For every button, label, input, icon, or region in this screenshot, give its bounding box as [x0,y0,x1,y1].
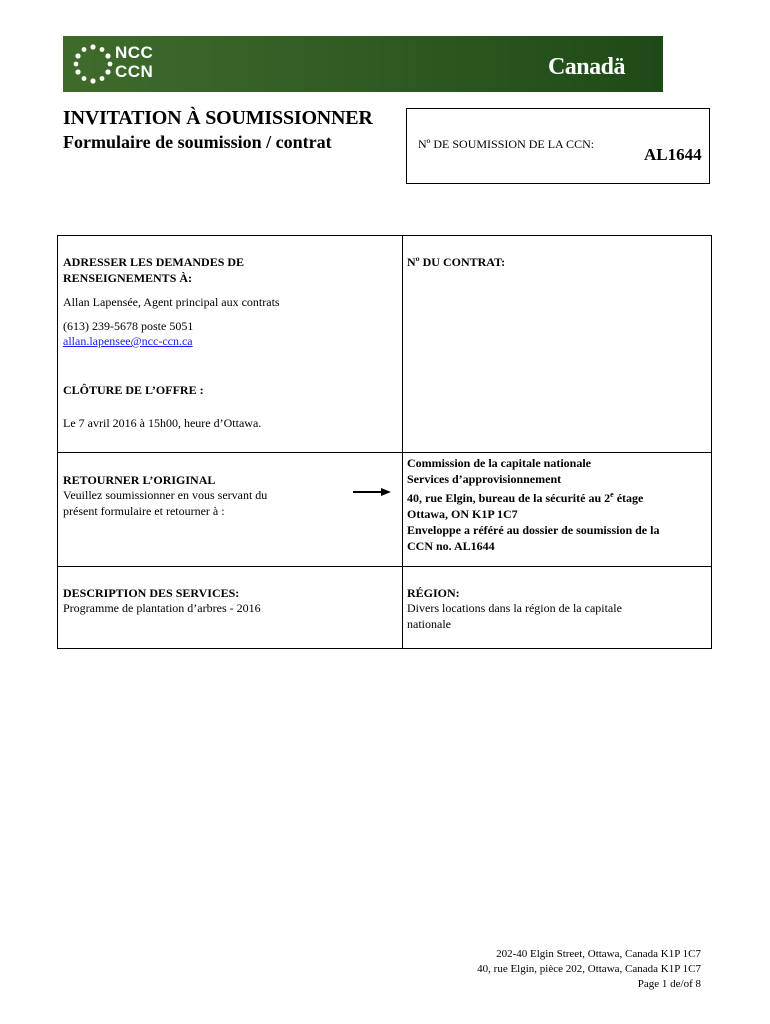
footer-address-fr: 40, rue Elgin, pièce 202, Ottawa, Canada K1P 1C7 [477,963,701,975]
return-instructions [63,487,267,519]
address-line: Enveloppe a référé au dossier de soumission de la [407,523,660,537]
page-title: INVITATION À SOUMISSIONNER [63,107,373,129]
address-line: Ottawa, ON K1P 1C7 [407,507,518,521]
inquiries-email-link[interactable]: allan.lapensee@ncc-ccn.ca [63,334,193,348]
address-line: Commission de la capitale nationale [407,456,592,470]
address-line: CCN no. AL1644 [407,539,495,553]
superscript: e [610,490,614,499]
page-footer [477,947,701,992]
contract-number-label: Nº DU CONTRAT: [407,255,506,269]
arrow-right-icon [353,487,391,497]
submission-number-label: Nº DE SOUMISSION DE LA CCN: [418,137,595,151]
region-description [407,600,622,632]
closing-heading: CLÔTURE DE L’OFFRE : [63,383,204,397]
canada-wordmark: Canadä [547,54,625,80]
return-line: Veuillez soumissionner en vous servant du [63,488,268,502]
footer-address-en: 202-40 Elgin Street, Ottawa, Canada K1P 1C7 [496,948,701,960]
inquiries-heading-line: ADRESSER LES DEMANDES DE [63,255,245,269]
ncc-logo-text [115,43,153,81]
inquiries-heading [63,254,244,286]
tender-form-table [57,235,712,649]
address-text: étage [613,491,644,505]
logo-line-ccn: CCN [115,62,154,81]
region-line: Divers locations dans la région de la capitale [407,601,622,615]
services-heading: DESCRIPTION DES SERVICES: [63,586,240,600]
submission-number-box [406,108,710,184]
row-divider [58,452,711,453]
region-heading: RÉGION: [407,586,460,600]
submission-number-value: AL1644 [644,145,702,164]
address-text: 40, rue Elgin, bureau de la sécurité au 2 [407,491,611,505]
ncc-logo-icon [71,42,115,86]
services-description: Programme de plantation d’arbres - 2016 [63,601,261,615]
return-address [407,455,659,554]
inquiries-phone: (613) 239-5678 poste 5051 [63,319,194,333]
closing-date: Le 7 avril 2016 à 15h00, heure d’Ottawa. [63,416,262,430]
inquiries-heading-line: RENSEIGNEMENTS À: [63,271,193,285]
region-line: nationale [407,617,451,631]
address-line: Services d’approvisionnement [407,472,562,486]
header-banner [63,36,663,92]
page-number: Page 1 de/of 8 [637,978,701,990]
return-heading: RETOURNER L’ORIGINAL [63,473,216,487]
inquiries-contact: Allan Lapensée, Agent principal aux contrats [63,295,280,309]
logo-line-ncc: NCC [115,43,154,62]
column-divider [402,236,403,648]
return-line: présent formulaire et retourner à : [63,504,225,518]
page-subtitle: Formulaire de soumission / contrat [63,132,332,152]
row-divider [58,566,711,567]
address-line [407,487,659,506]
